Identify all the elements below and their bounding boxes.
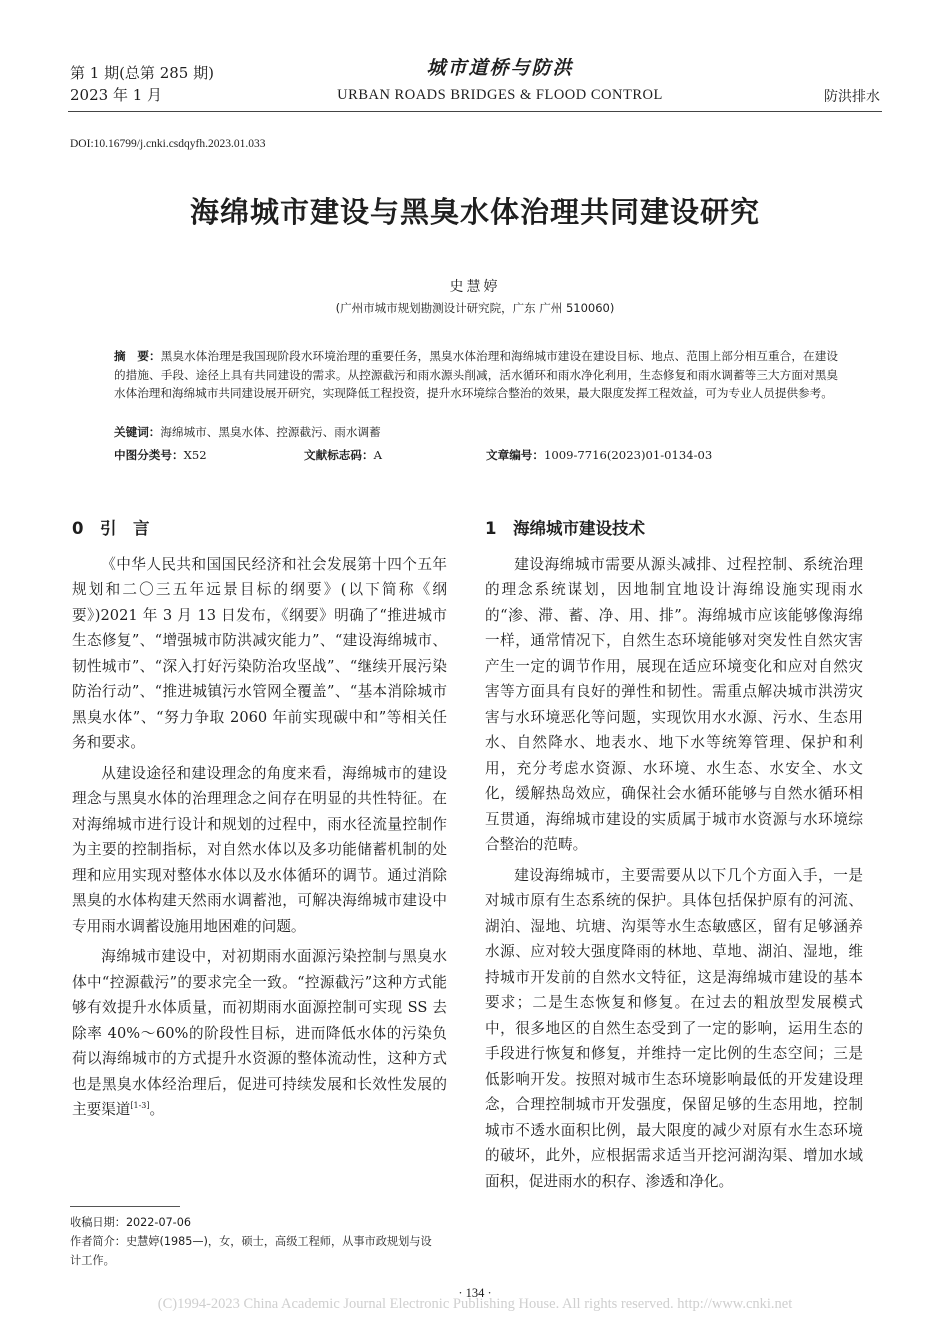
article-number xyxy=(486,447,712,463)
article-no-label: 文章编号： xyxy=(486,448,544,462)
issue-line2: 2023 年 1 月 xyxy=(70,86,163,104)
affiliation: (广州市城市规划勘测设计研究院，广东 广州 510060) xyxy=(335,301,615,315)
doc-code-value: A xyxy=(373,448,382,462)
doc-code xyxy=(304,447,382,463)
doc-code-label: 文献标志码： xyxy=(304,448,374,462)
sec0-paragraph-2: 从建设途径和建设理念的角度来看，海绵城市的建设理念与黑臭水体的治理理念之间存在明显的共性特征。在对海绵城市进行设计和规划的过程中，雨水径流量控制作为主要的控制指标，对自然水体以及多功能储蓄机制的处理和应用实现对整体水体以及水体循环的调节。通过消除黑臭的水体构建天然雨水调蓄池，可解决海绵城市建设中专用雨水调蓄设施用地困难的问题。 xyxy=(72,764,447,935)
section-1-heading: 1 海绵城市建设技术 xyxy=(485,519,645,538)
clc-label: 中图分类号： xyxy=(114,448,184,462)
keywords-text: 海绵城市、黑臭水体、控源截污、雨水调蓄 xyxy=(160,425,381,439)
journal-masthead xyxy=(300,55,700,105)
right-column xyxy=(485,519,863,1199)
citation-ref: [1-3] xyxy=(130,1101,150,1110)
abstract-text: 黑臭水体治理是我国现阶段水环境治理的重要任务，黑臭水体治理和海绵城市建设在建设目标、地点、范围上部分相互重合，在建设的措施、手段、途径上具有共同建设的需求。从控源截污和雨水源头削减，活水循环和雨水净化利用，生态修复和雨水调蓄等三大方面对黑臭水体治理和海绵城市共同建设展开研究，实现降低工程投资，提升水环境综合整治的效果，最大限度发挥工程效益，可为专业人员提供参考。 xyxy=(114,349,838,401)
sec0-paragraph-3 xyxy=(72,944,447,1123)
sec1-paragraph-1: 建设海绵城市需要从源头减排、过程控制、系统治理的理念系统谋划，因地制宜地设计海绵设施实现雨水的“渗、滞、蓄、净、用、排”。海绵城市应该能够像海绵一样，通常情况下，自然生态环境能够对突发性自然灾害产生一定的调节作用，展现在适应环境变化和应对自然灾害等方面具有良好的弹性和韧性。需重点解决城市洪涝灾害与水环境恶化等问题，实现饮用水水源、污水、生态用水、自然降水、地表水、地下水等统筹管理、保护和利用，充分考虑水资源、水环境、水生态、水安全、水文化，缓解热岛效应，确保社会水循环能够与自然水循环相互贯通，海绵城市建设的实质属于城市水资源与水环境综合整治的范畴。 xyxy=(485,555,863,853)
sec1-paragraph-2: 建设海绵城市，主要需要从以下几个方面入手，一是对城市原有生态系统的保护。具体包括保护原有的河流、湖泊、湿地、坑塘、沟渠等水生态敏感区，留有足够涵养水源、应对较大强度降雨的林地、草地、湖泊、湿地，维持城市开发前的自然水文特征，这是海绵城市建设的基本要求；二是生态恢复和修复。在过去的粗放型发展模式中，很多地区的自然生态受到了一定的影响，运用生态的手段进行恢复和修复，并维持一定比例的生态空间；三是低影响开发。按照对城市生态环境影响最低的开发建设理念，合理控制城市开发强度，保留足够的生态用地，控制城市不透水面积比例，最大限度的减少对原有水生态环境的破坏，此外，应根据需求适当开挖河湖沟渠、增加水域面积，促进雨水的积存、渗透和净化。 xyxy=(485,866,863,1190)
journal-logo-cn: 城市道桥与防洪 xyxy=(426,57,574,79)
clc xyxy=(114,447,207,463)
copyright-watermark: (C)1994-2023 China Academic Journal Electronic Publishing House. All rights reserved. http://www.cnki.net xyxy=(157,1296,793,1312)
page-number: · 134 · xyxy=(458,1286,492,1300)
abstract-label: 摘 要： xyxy=(114,349,161,363)
sec0-paragraph-3-end: 。 xyxy=(149,1101,165,1118)
article-no-value: 1009-7716(2023)01-0134-03 xyxy=(543,448,713,462)
author-bio: 作者简介：史慧婷(1985—)，女，硕士，高级工程师，从事市政规划与设计工作。 xyxy=(70,1235,432,1267)
clc-value: X52 xyxy=(183,448,207,462)
doi: DOI:10.16799/j.cnki.csdqyfh.2023.01.033 xyxy=(70,138,266,150)
left-column xyxy=(72,519,447,1128)
author: 史慧婷 xyxy=(449,279,501,295)
issue-info xyxy=(70,62,214,106)
section-0-heading: 0 引 言 xyxy=(72,519,150,538)
paper-title: 海绵城市建设与黑臭水体治理共同建设研究 xyxy=(189,195,760,229)
received-date: 收稿日期：2022-07-06 xyxy=(70,1216,191,1229)
footnote-rule xyxy=(70,1206,180,1207)
keywords-label: 关键词： xyxy=(114,425,161,439)
header-rule xyxy=(68,111,882,112)
sec0-paragraph-3-text: 海绵城市建设中，对初期雨水面源污染控制与黑臭水体中“控源截污”的要求完全一致。“控源截污”这种方式能够有效提升水体质量，而初期雨水面源控制可实现 SS 去除率 40%～60%的阶段性目标，进而降低水体的污染负荷以海绵城市的方式提升水资源的整体流动性，这种方式也是黑臭水体经治理后，促进可持续发展和长效性发展的主要渠道 xyxy=(72,948,447,1118)
section-label: 防洪排水 xyxy=(824,89,880,105)
issue-line1: 第 1 期(总第 285 期) xyxy=(70,64,214,82)
abstract xyxy=(114,347,838,403)
journal-title-en: URBAN ROADS BRIDGES & FLOOD CONTROL xyxy=(337,87,663,103)
sec0-paragraph-1: 《中华人民共和国国民经济和社会发展第十四个五年规划和二〇三五年远景目标的纲要》(以下简称《纲要》)2021 年 3 月 13 日发布，《纲要》明确了“推进城市生态修复”、“增强城市防洪减灾能力”、“建设海绵城市、韧性城市”、“深入打好污染防治攻坚战”、“继续开展污染防治行动”、“推进城镇污水管网全覆盖”、“基本消除城市黑臭水体”、“努力争取 2060 年前实现碳中和”等相关任务和要求。 xyxy=(72,555,447,751)
footnote xyxy=(70,1213,440,1270)
keywords xyxy=(114,424,381,440)
